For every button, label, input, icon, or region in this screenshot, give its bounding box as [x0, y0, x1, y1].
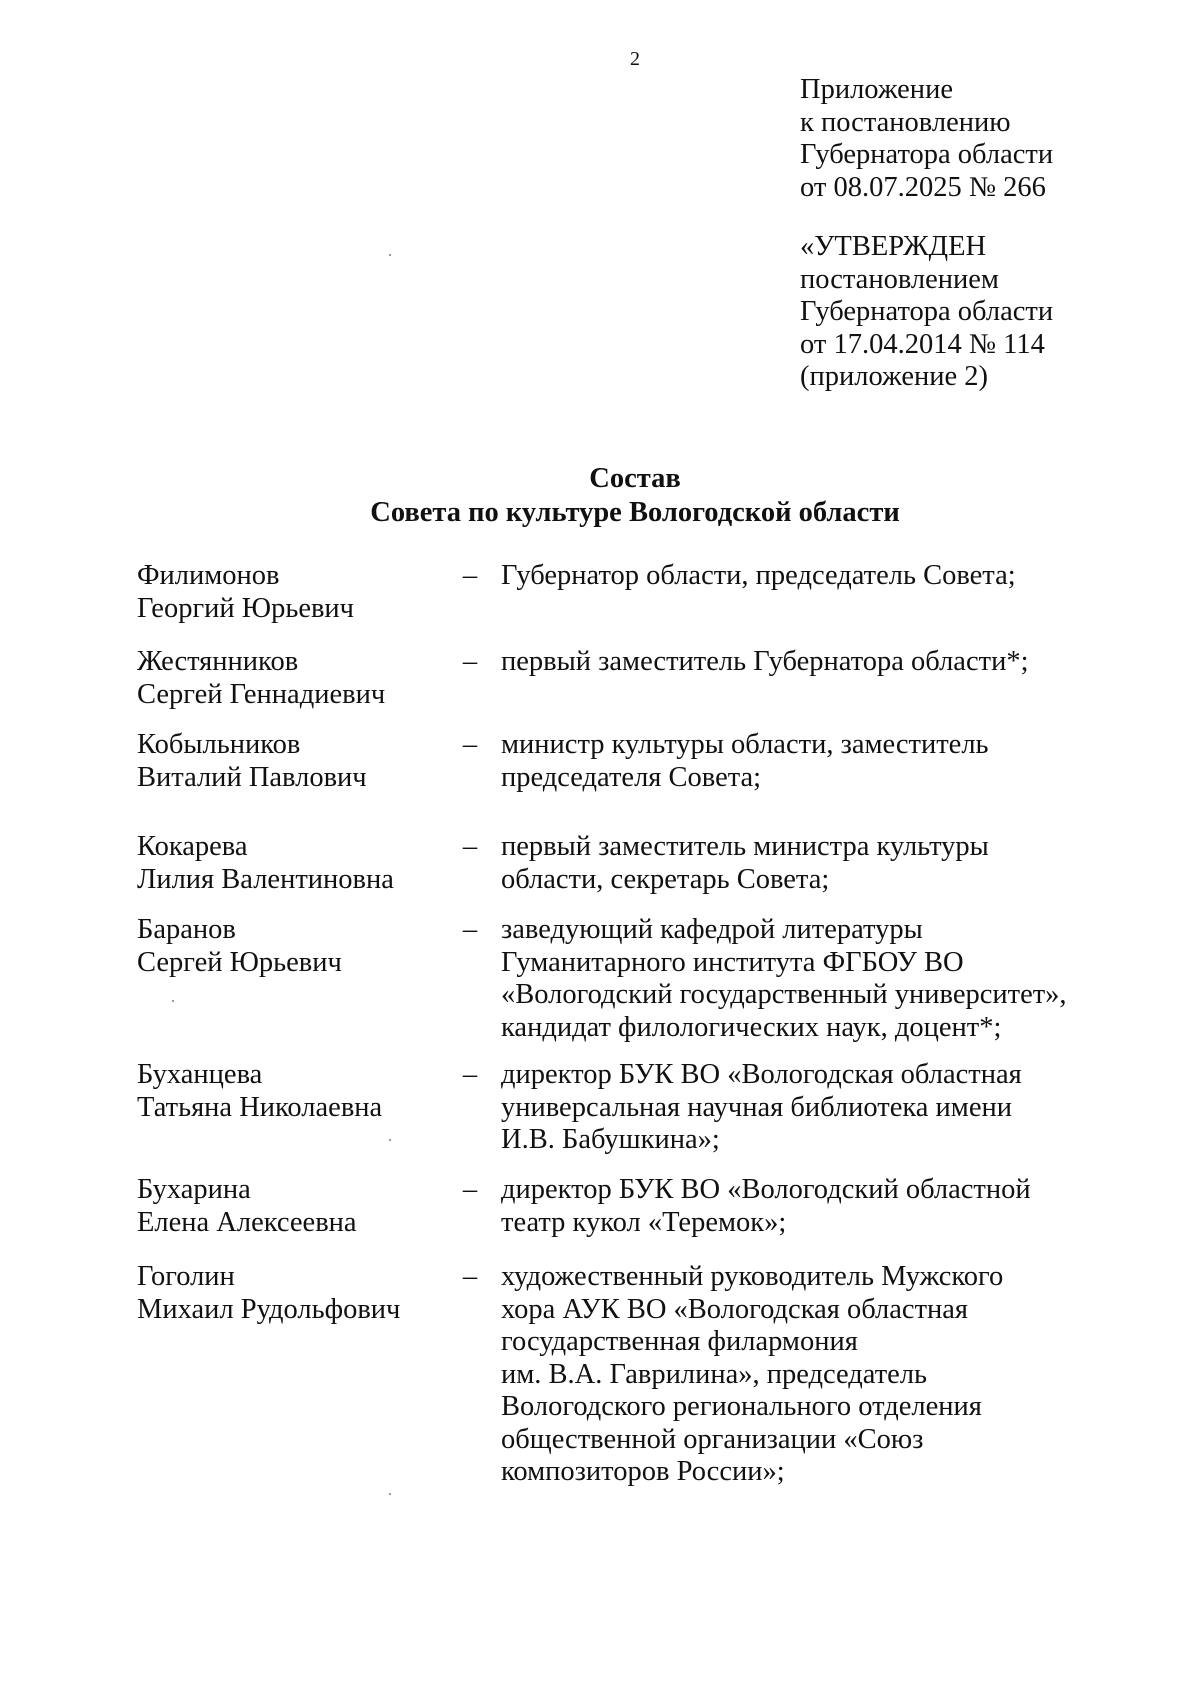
member-role: [485, 1174, 1097, 1261]
member-name: [137, 729, 455, 831]
role-line: композиторов России»;: [501, 1456, 785, 1487]
role-line: им. В.А. Гаврилина», председатель: [501, 1358, 928, 1390]
role-line: Губернатор области, председатель Совета;: [501, 560, 1016, 591]
member-role: [485, 646, 1097, 729]
member-name: [137, 646, 455, 729]
page-number: 2: [630, 48, 640, 70]
approved-line: постановлением: [800, 263, 999, 295]
role-line: художественный руководитель Мужского: [501, 1261, 1004, 1292]
role-line: области, секретарь Совета;: [501, 863, 830, 895]
appendix-line: от 08.07.2025 № 266: [800, 171, 1046, 203]
dash: –: [462, 1174, 478, 1205]
role-line: театр кукол «Теремок»;: [501, 1206, 787, 1238]
member-given-names: Елена Алексеевна: [137, 1206, 357, 1238]
member-surname: Гоголин: [137, 1261, 235, 1292]
role-line: заведующий кафедрой литературы: [501, 914, 923, 945]
role-line: «Вологодский государственный университет»,: [501, 979, 1067, 1010]
member-surname: Жестянников: [137, 646, 299, 677]
member-surname: Баранов: [137, 914, 236, 945]
appendix-line: Приложение: [800, 74, 953, 105]
member-row: [137, 831, 1097, 914]
role-line: первый заместитель министра культуры: [501, 831, 989, 862]
role-line: кандидат филологических наук, доцент*;: [501, 1011, 1002, 1043]
appendix-line: к постановлению: [800, 106, 1011, 138]
member-given-names: Виталий Павлович: [137, 761, 367, 793]
member-surname: Кокарева: [137, 831, 248, 862]
role-line: министр культуры области, заместитель: [501, 729, 989, 760]
member-name: [137, 831, 455, 914]
member-surname: Кобыльников: [137, 729, 301, 760]
member-given-names: Сергей Юрьевич: [137, 946, 342, 978]
member-row: [137, 560, 1097, 646]
appendix-header: [800, 74, 1053, 394]
scan-speck: [389, 1493, 391, 1495]
member-surname: Бухарина: [137, 1174, 251, 1205]
role-line: Вологодского регионального отделения: [501, 1391, 982, 1422]
role-line: государственная филармония: [501, 1326, 858, 1357]
dash: –: [462, 914, 478, 945]
member-surname: Филимонов: [137, 560, 280, 591]
dash: –: [462, 729, 478, 760]
role-line: универсальная научная библиотека имени: [501, 1091, 1012, 1123]
dash: –: [462, 1059, 478, 1090]
member-row: [137, 1174, 1097, 1261]
member-role: [485, 914, 1097, 1059]
member-row: [137, 1261, 1097, 1501]
member-surname: Буханцева: [137, 1059, 263, 1090]
dash: –: [462, 831, 478, 862]
role-line: директор БУК ВО «Вологодская областная: [501, 1059, 1022, 1090]
member-role: [485, 831, 1097, 914]
title-line-1: Состав: [589, 463, 681, 494]
member-name: [137, 560, 455, 646]
member-role: [485, 729, 1097, 831]
scan-speck: [389, 1139, 391, 1141]
member-name: [137, 1059, 455, 1174]
member-row: [137, 729, 1097, 831]
approved-line: (приложение 2): [800, 361, 988, 392]
role-line: Гуманитарного института ФГБОУ ВО: [501, 946, 964, 978]
member-given-names: Михаил Рудольфович: [137, 1293, 401, 1325]
role-line: И.В. Бабушкина»;: [501, 1124, 720, 1155]
member-row: [137, 914, 1097, 1059]
role-line: хора АУК ВО «Вологодская областная: [501, 1293, 969, 1325]
member-name: [137, 1174, 455, 1261]
scan-speck: [389, 254, 391, 256]
member-given-names: Сергей Геннадиевич: [137, 678, 386, 710]
member-given-names: Лилия Валентиновна: [137, 863, 394, 895]
approved-line: «УТВЕРЖДЕН: [800, 231, 987, 262]
approved-line: Губернатора области: [800, 296, 1054, 327]
role-line: общественной организации «Союз: [501, 1423, 924, 1455]
member-role: [485, 1059, 1097, 1174]
title-line-2: Совета по культуре Вологодской области: [370, 497, 900, 528]
member-row: [137, 646, 1097, 729]
member-given-names: Георгий Юрьевич: [137, 592, 355, 624]
dash: –: [462, 646, 478, 677]
dash: –: [462, 1261, 478, 1292]
member-role: [485, 1261, 1097, 1501]
dash: –: [462, 560, 478, 591]
council-member-list: [137, 560, 1097, 1501]
member-role: [485, 560, 1097, 646]
member-given-names: Татьяна Николаевна: [137, 1091, 383, 1123]
member-row: [137, 1059, 1097, 1174]
role-line: директор БУК ВО «Вологодский областной: [501, 1174, 1031, 1205]
member-name: [137, 1261, 455, 1501]
role-line: председателя Совета;: [501, 761, 762, 793]
role-line: первый заместитель Губернатора области*;: [501, 646, 1029, 677]
member-name: [137, 914, 455, 1059]
scan-speck: [172, 1000, 174, 1002]
appendix-line: Губернатора области: [800, 139, 1054, 170]
approved-line: от 17.04.2014 № 114: [800, 328, 1045, 360]
document-title: [0, 462, 1200, 530]
